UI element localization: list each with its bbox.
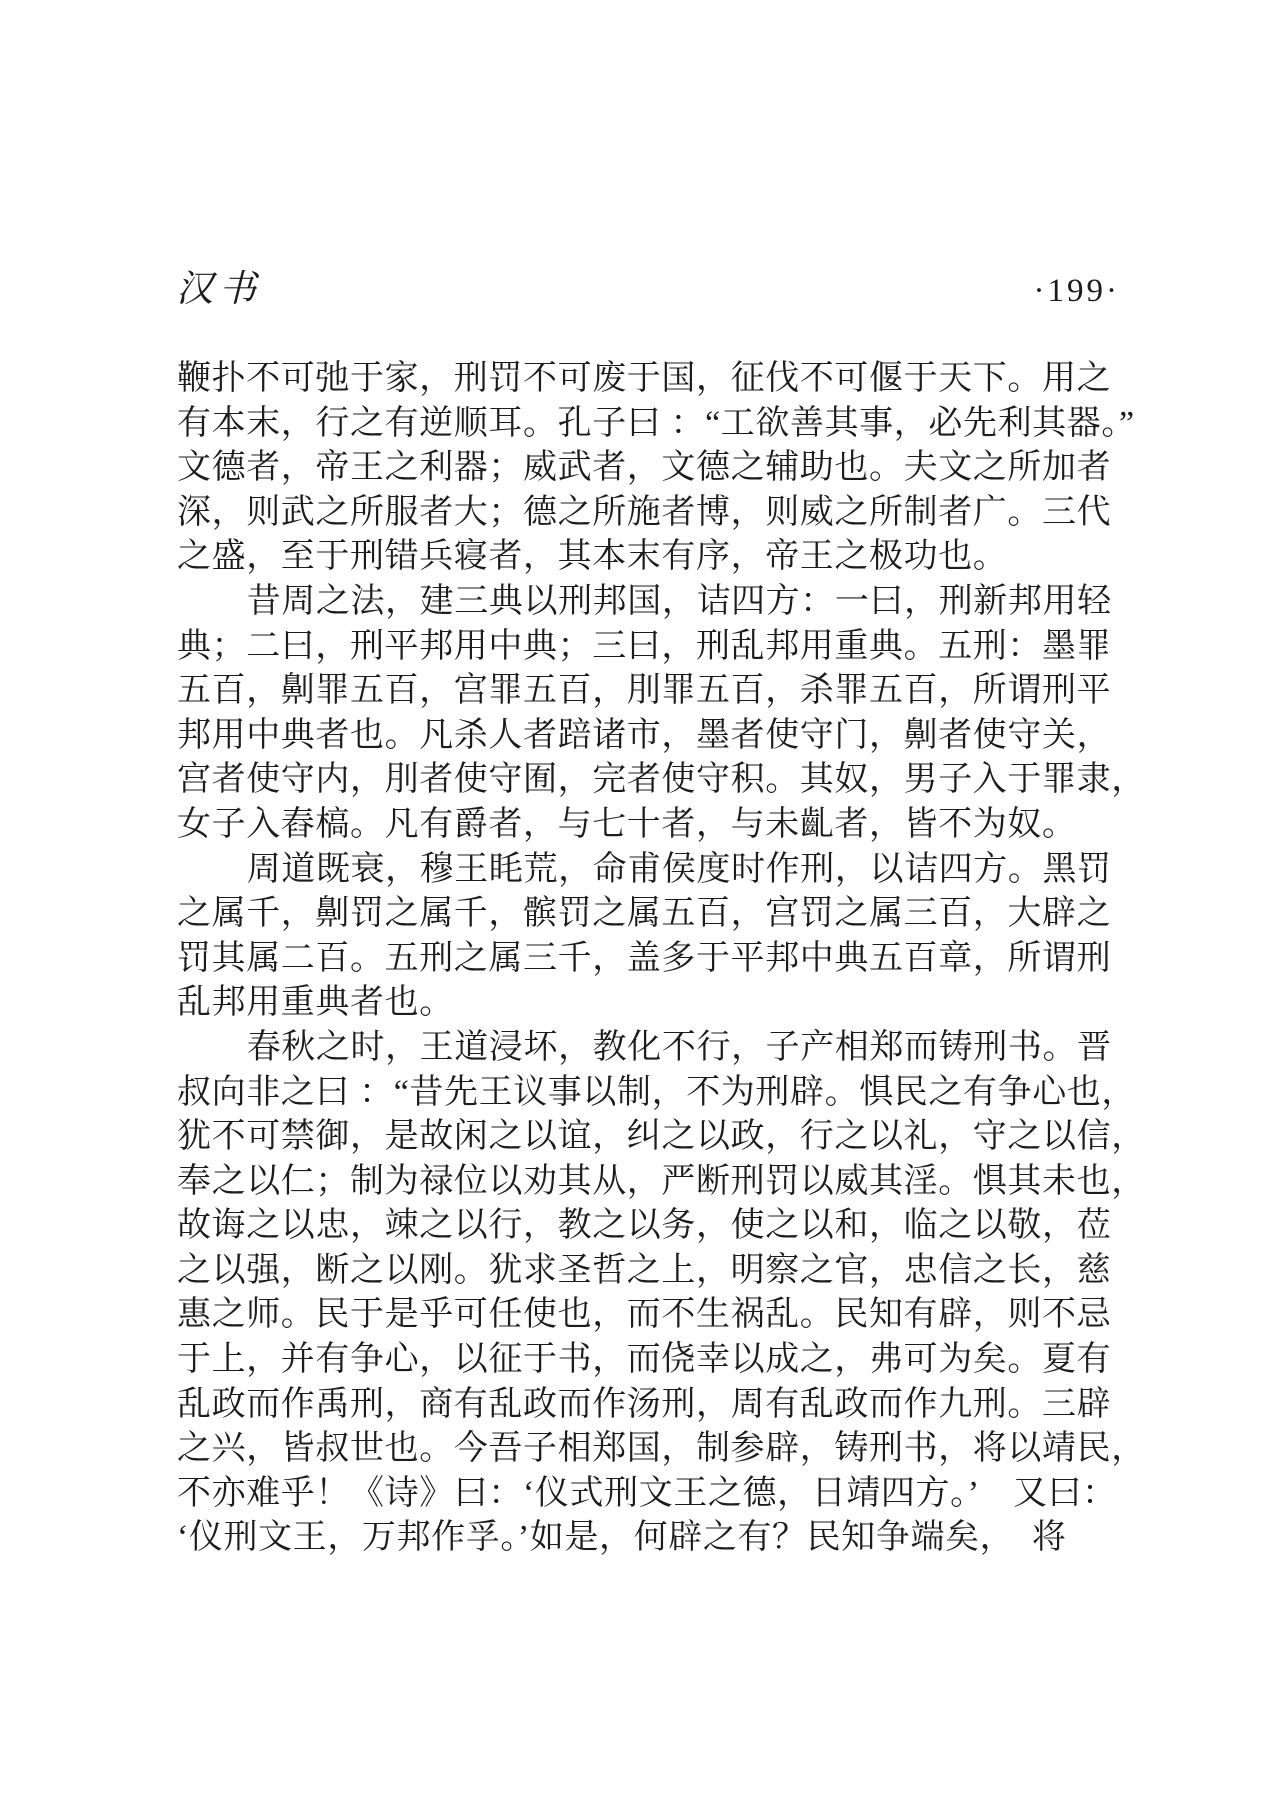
text-line: 深，则武之所服者大；德之所施者博，则威之所制者广。三代: [177, 493, 1112, 531]
text-line: 宫者使守内，刖者使守囿，完者使守积。其奴，男子入于罪隶，: [177, 761, 1146, 799]
text-line: 女子入舂槁。凡有爵者，与七十者，与未齓者，皆不为奴。: [177, 805, 1077, 843]
text-line: 罚其属二百。五刑之属三千，盖多于平邦中典五百章，所谓刑: [177, 939, 1112, 977]
text-line: 鞭扑不可弛于家，刑罚不可废于国，征伐不可偃于天下。用之: [177, 360, 1112, 397]
page-header: [176, 258, 1120, 308]
text-line: 乱政而作禹刑，商有乱政而作汤刑，周有乱政而作九刑。三辟: [177, 1385, 1112, 1423]
text-line: ‘仪刑文王，万邦作孚。’如是，何辟之有？民知争端矣， 将: [177, 1519, 1067, 1557]
text-line: 之盛，至于刑错兵寝者，其本末有序，帝王之极功也。: [177, 538, 1008, 576]
text-line: 犹不可禁御，是故闲之以谊，纠之以政，行之以礼，守之以信，: [177, 1118, 1146, 1156]
text-line: 叔向非之曰 ：“昔先王议事以制，不为刑辟。惧民之有争心也，: [177, 1073, 1136, 1111]
text-line: 之属千，劓罚之属千，髌罚之属五百，宫罚之属三百，大辟之: [177, 895, 1112, 933]
text-line: 邦用中典者也。凡杀人者踣诸市，墨者使守门，劓者使守关，: [177, 716, 1112, 754]
text-line: 昔周之法，建三典以刑邦国，诘四方：一曰，刑新邦用轻: [246, 582, 1112, 620]
page-number: ·199·: [1033, 273, 1120, 309]
book-title: 汉书: [176, 269, 262, 310]
text-line: 五百，劓罪五百，宫罪五百，刖罪五百，杀罪五百，所谓刑平: [177, 672, 1112, 710]
text-line: 典；二曰，刑平邦用中典；三曰，刑乱邦用重典。五刑：墨罪: [177, 627, 1112, 665]
text-line: 惠之师。民于是乎可任使也，而不生祸乱。民知有辟，则不忌: [177, 1296, 1112, 1334]
text-line: 有本末，行之有逆顺耳。孔子曰 ：“工欲善其事，必先利其器。”: [177, 404, 1135, 442]
text-line: 不亦难乎！《诗》曰：‘仪式刑文王之德，日靖四方。’ 又曰：: [177, 1474, 1117, 1512]
text-line: 于上，并有争心，以征于书，而侥幸以成之，弗可为矣。夏有: [177, 1341, 1112, 1379]
text-line: 春秋之时，王道浸坏，教化不行，子产相郑而铸刑书。晋: [246, 1028, 1112, 1066]
text-line: 乱邦用重典者也。: [177, 984, 454, 1022]
text-line: 故诲之以忠，竦之以行，教之以务，使之以和，临之以敬，莅: [177, 1207, 1112, 1245]
text-line: 文德者，帝王之利器；威武者，文德之辅助也。夫文之所加者: [177, 449, 1112, 487]
text-line: 周道既衰，穆王眊荒，命甫侯度时作刑，以诘四方。黑罚: [246, 850, 1112, 888]
text-line: 之以强，断之以刚。犹求圣哲之上，明察之官，忠信之长，慈: [177, 1251, 1112, 1289]
text-line: 之兴，皆叔世也。今吾子相郑国，制参辟，铸刑书，将以靖民，: [177, 1430, 1146, 1468]
body-text: [177, 357, 1146, 1561]
text-line: 奉之以仁；制为禄位以劝其从，严断刑罚以威其淫。惧其未也，: [177, 1162, 1146, 1200]
